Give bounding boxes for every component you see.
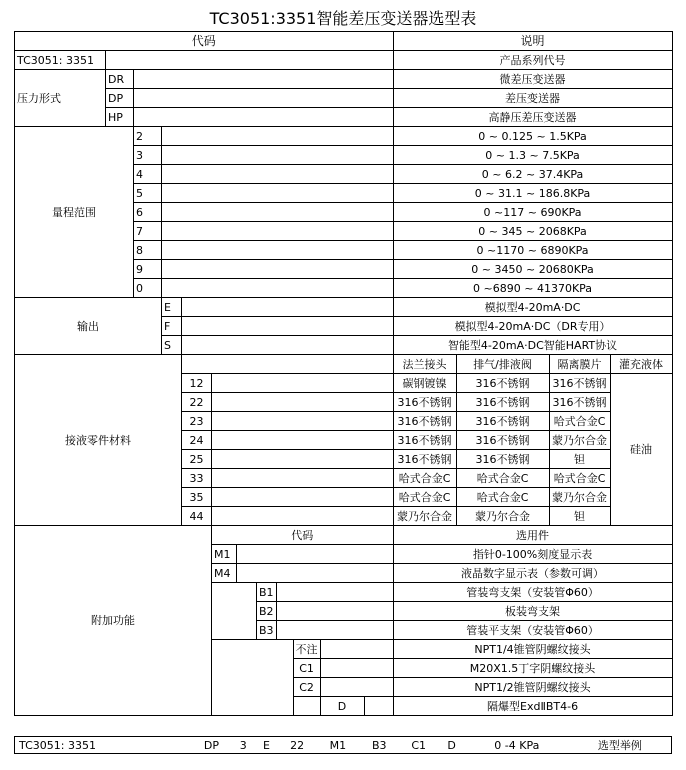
option-desc: 液晶数字显示表（参数可调）	[393, 564, 672, 583]
wetted-flange: 316不锈钢	[393, 412, 456, 431]
option-code: M1	[212, 545, 237, 564]
wetted-drain: 316不锈钢	[456, 431, 549, 450]
option-code: C1	[293, 659, 320, 678]
pressure-desc: 微差压变送器	[393, 70, 672, 89]
option-code: 不注	[293, 640, 320, 659]
example-item: M1	[316, 737, 359, 754]
wetted-code: 23	[182, 412, 212, 431]
output-code: F	[162, 317, 182, 336]
range-desc: 0 ~1170 ~ 6890KPa	[393, 241, 672, 260]
range-desc: 0 ~ 3450 ~ 20680KPa	[393, 260, 672, 279]
pressure-desc: 高静压差压变送器	[393, 108, 672, 127]
wetted-drain: 316不锈钢	[456, 450, 549, 469]
range-code: 0	[134, 279, 162, 298]
table-row	[15, 89, 673, 108]
wetted-diaphragm: 蒙乃尔合金	[549, 488, 610, 507]
wetted-code: 24	[182, 431, 212, 450]
range-code: 3	[134, 146, 162, 165]
pressure-code: DP	[106, 89, 134, 108]
example-row	[14, 736, 672, 754]
wetted-diaphragm: 316不锈钢	[549, 393, 610, 412]
range-desc: 0 ~ 31.1 ~ 186.8KPa	[393, 184, 672, 203]
table-row	[15, 70, 673, 89]
header-row	[15, 32, 673, 51]
wetted-flange: 316不锈钢	[393, 431, 456, 450]
range-code: 7	[134, 222, 162, 241]
wetted-diaphragm: 316不锈钢	[549, 374, 610, 393]
wetted-drain: 316不锈钢	[456, 374, 549, 393]
range-code: 9	[134, 260, 162, 279]
output-label: 输出	[15, 298, 162, 355]
diaphragm-header: 隔离膜片	[549, 355, 610, 374]
wetted-diaphragm: 哈式合金C	[549, 469, 610, 488]
option-desc: 指针0-100%刻度显示表	[393, 545, 672, 564]
output-desc: 模拟型4-20mA·DC	[393, 298, 672, 317]
wetted-code: 35	[182, 488, 212, 507]
wetted-label: 接液零件材料	[15, 355, 182, 526]
example-item: TC3051: 3351	[15, 737, 192, 754]
wetted-flange: 蒙乃尔合金	[393, 507, 456, 526]
options-desc-header: 选用件	[393, 526, 672, 545]
wetted-drain: 哈式合金C	[456, 488, 549, 507]
pressure-code: DR	[106, 70, 134, 89]
range-code: 5	[134, 184, 162, 203]
options-header-row	[15, 526, 673, 545]
option-code: B3	[257, 621, 277, 640]
option-code: B2	[257, 602, 277, 621]
range-desc: 0 ~ 6.2 ~ 37.4KPa	[393, 165, 672, 184]
fill-header: 灌充液体	[610, 355, 672, 374]
example-item: B3	[360, 737, 399, 754]
wetted-drain: 316不锈钢	[456, 412, 549, 431]
pressure-type-label: 压力形式	[15, 70, 106, 127]
wetted-code: 33	[182, 469, 212, 488]
table-row	[15, 108, 673, 127]
range-desc: 0 ~117 ~ 690KPa	[393, 203, 672, 222]
example-item: DP	[191, 737, 231, 754]
output-desc: 模拟型4-20mA·DC（DR专用）	[393, 317, 672, 336]
wetted-flange: 哈式合金C	[393, 469, 456, 488]
description-header: 说明	[393, 32, 672, 51]
option-code: C2	[293, 678, 320, 697]
series-row	[15, 51, 673, 70]
wetted-code: 12	[182, 374, 212, 393]
wetted-code: 22	[182, 393, 212, 412]
code-header: 代码	[15, 32, 394, 51]
options-label: 附加功能	[15, 526, 212, 716]
wetted-diaphragm: 钽	[549, 450, 610, 469]
wetted-diaphragm: 钽	[549, 507, 610, 526]
wetted-flange: 碳钢镀镍	[393, 374, 456, 393]
wetted-diaphragm: 蒙乃尔合金	[549, 431, 610, 450]
wetted-diaphragm: 哈式合金C	[549, 412, 610, 431]
option-desc: 管装平支架（安装管Φ60）	[393, 621, 672, 640]
option-code: D	[320, 697, 364, 716]
pressure-desc: 差压变送器	[393, 89, 672, 108]
wetted-drain: 哈式合金C	[456, 469, 549, 488]
range-code: 2	[134, 127, 162, 146]
option-code: B1	[257, 583, 277, 602]
selection-table	[14, 31, 673, 716]
option-desc: M20X1.5丁字阴螺纹接头	[393, 659, 672, 678]
wetted-flange: 哈式合金C	[393, 488, 456, 507]
wetted-code: 25	[182, 450, 212, 469]
wetted-flange: 316不锈钢	[393, 450, 456, 469]
range-desc: 0 ~ 1.3 ~ 7.5KPa	[393, 146, 672, 165]
wetted-flange: 316不锈钢	[393, 393, 456, 412]
example-item: D	[438, 737, 464, 754]
range-desc: 0 ~ 0.125 ~ 1.5KPa	[393, 127, 672, 146]
option-code: M4	[212, 564, 237, 583]
flange-header: 法兰接头	[393, 355, 456, 374]
table-row	[15, 127, 673, 146]
range-label: 量程范围	[15, 127, 134, 298]
range-code: 4	[134, 165, 162, 184]
example-item: C1	[399, 737, 439, 754]
example-item: 22	[278, 737, 316, 754]
wetted-code: 44	[182, 507, 212, 526]
range-desc: 0 ~ 345 ~ 2068KPa	[393, 222, 672, 241]
page-title: TC3051:3351智能差压变送器选型表	[209, 9, 477, 28]
option-desc: 隔爆型ExdⅡBT4-6	[393, 697, 672, 716]
example-label: 选型举例	[569, 737, 672, 754]
example-item: 0 -4 KPa	[465, 737, 569, 754]
options-code-header: 代码	[212, 526, 394, 545]
fill-fluid-value: 硅油	[610, 374, 672, 526]
output-desc: 智能型4-20mA·DC智能HART协议	[393, 336, 672, 355]
series-desc: 产品系列代号	[393, 51, 672, 70]
option-desc: NPT1/2锥管阴螺纹接头	[393, 678, 672, 697]
option-desc: 管装弯支架（安装管Φ60）	[393, 583, 672, 602]
range-code: 6	[134, 203, 162, 222]
example-item: 3	[232, 737, 255, 754]
wetted-header-row	[15, 355, 673, 374]
pressure-code: HP	[106, 108, 134, 127]
wetted-drain: 316不锈钢	[456, 393, 549, 412]
range-desc: 0 ~6890 ~ 41370KPa	[393, 279, 672, 298]
output-code: S	[162, 336, 182, 355]
wetted-drain: 蒙乃尔合金	[456, 507, 549, 526]
output-code: E	[162, 298, 182, 317]
table-row	[15, 298, 673, 317]
example-item: E	[255, 737, 278, 754]
drain-header: 排气/排液阀	[456, 355, 549, 374]
option-desc: 板装弯支架	[393, 602, 672, 621]
series-code: TC3051: 3351	[15, 51, 106, 70]
option-desc: NPT1/4锥管阴螺纹接头	[393, 640, 672, 659]
range-code: 8	[134, 241, 162, 260]
